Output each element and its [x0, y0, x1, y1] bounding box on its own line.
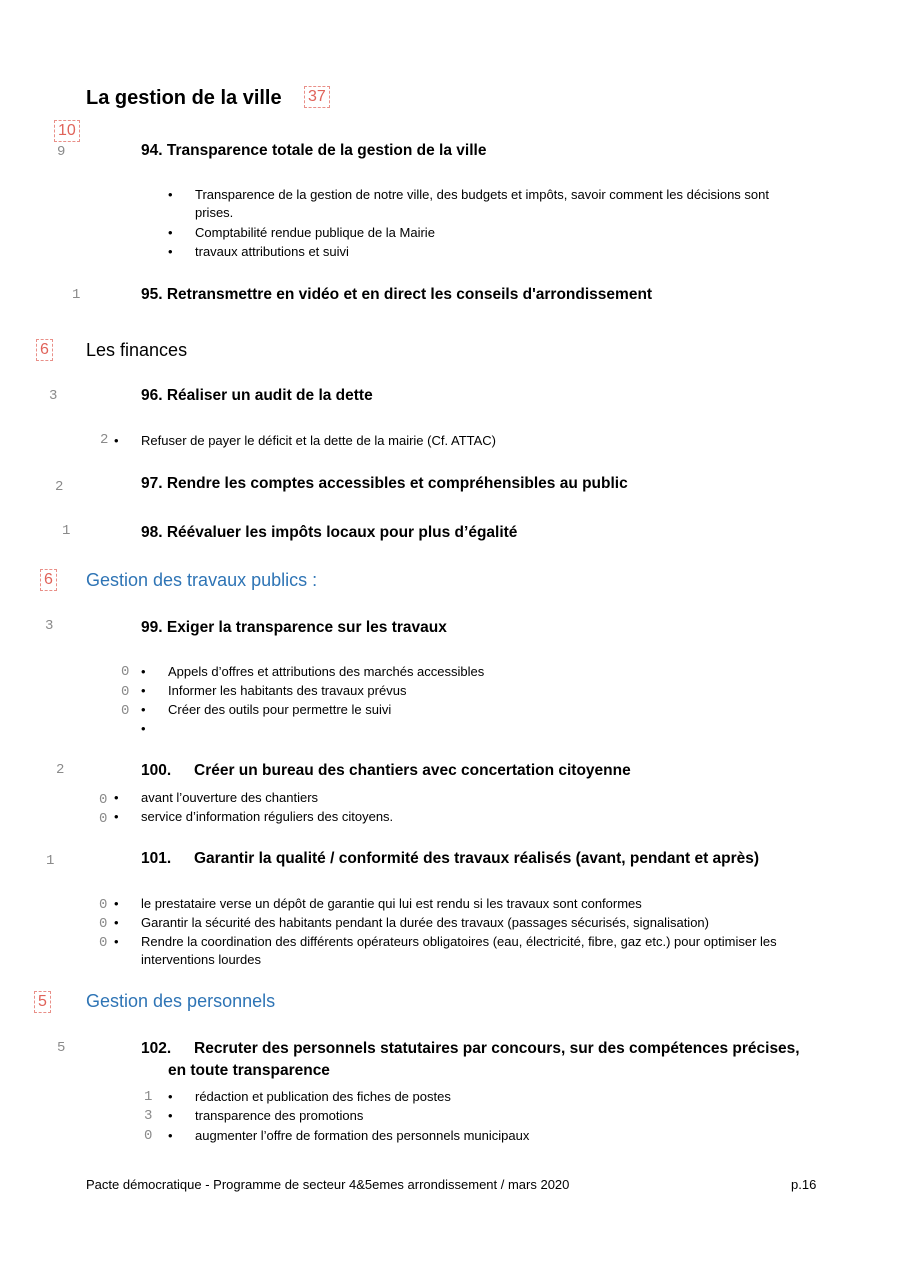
section-title-ville: La gestion de la ville: [86, 87, 282, 109]
bullet-count-99-1: 0: [121, 664, 130, 680]
item-97-heading: 97. Rendre les comptes accessibles et compréhensibles au public: [141, 475, 628, 492]
bullet-100-1: • avant l’ouverture des chantiers: [141, 789, 318, 807]
item-100-number: 100.: [141, 762, 172, 779]
section-count-finances: 6: [36, 339, 53, 361]
item-96-heading: 96. Réaliser un audit de la dette: [141, 387, 373, 404]
bullet-101-3: • Rendre la coordination des différents opérateurs obligatoires (eau, électricité, fibre, gaz etc.) pour optimiser les interventions lourdes: [141, 933, 811, 969]
item-102-heading-line1: Recruter des personnels statutaires par concours, sur des compétences précises,: [194, 1040, 800, 1057]
section-title-travaux: Gestion des travaux publics :: [86, 570, 318, 590]
bullet-count-100-1: 0: [99, 792, 108, 808]
bullet-99-3: • Créer des outils pour permettre le suivi: [168, 701, 391, 719]
item-94-heading: 94. Transparence totale de la gestion de la ville: [141, 142, 487, 159]
bullet-101-2: • Garantir la sécurité des habitants pendant la durée des travaux (passages sécurisés, signalisation): [141, 914, 709, 932]
bullet-count-102-1: 1: [144, 1089, 153, 1105]
item-count-98: 1: [62, 523, 71, 539]
bullet-94-3: • travaux attributions et suivi: [195, 243, 349, 261]
bullet-96-1: • Refuser de payer le déficit et la dette de la mairie (Cf. ATTAC): [141, 432, 496, 450]
item-102-number: 102.: [141, 1040, 172, 1057]
item-count-95: 1: [72, 287, 81, 303]
bullet-101-1: • le prestataire verse un dépôt de garantie qui lui est rendu si les travaux sont conformes: [141, 895, 642, 913]
bullet-102-1: • rédaction et publication des fiches de postes: [195, 1088, 451, 1106]
bullet-count-96: 2: [100, 432, 109, 448]
item-count-99: 3: [45, 618, 54, 634]
footer-text: Pacte démocratique - Programme de secteur 4&5emes arrondissement / mars 2020: [86, 1177, 570, 1192]
item-102-heading-line2: en toute transparence: [168, 1062, 330, 1079]
item-count-96: 3: [49, 388, 58, 404]
bullet-count-101-3: 0: [99, 935, 108, 951]
section-title-finances: Les finances: [86, 340, 188, 360]
section-title-personnels: Gestion des personnels: [86, 991, 276, 1011]
item-100-heading: Créer un bureau des chantiers avec concertation citoyenne: [194, 762, 631, 779]
item-count-101: 1: [46, 853, 55, 869]
bullet-99-1: • Appels d’offres et attributions des marchés accessibles: [168, 663, 484, 681]
bullet-94-2: • Comptabilité rendue publique de la Mairie: [195, 224, 435, 242]
section-count-travaux: 6: [40, 569, 57, 591]
item-98-heading: 98. Réévaluer les impôts locaux pour plus d’égalité: [141, 524, 518, 541]
item-101-number: 101.: [141, 850, 172, 867]
item-count-100: 2: [56, 762, 65, 778]
page-number: p.16: [791, 1177, 817, 1192]
bullet-count-99-2: 0: [121, 684, 130, 700]
bullet-count-102-2: 3: [144, 1108, 153, 1124]
bullet-count-101-1: 0: [99, 897, 108, 913]
section-count-personnels: 5: [34, 991, 51, 1013]
bullet-99-2: • Informer les habitants des travaux prévus: [168, 682, 406, 700]
bullet-94-1: • Transparence de la gestion de notre ville, des budgets et impôts, savoir comment les décisions sont prises.: [195, 186, 810, 222]
section-count-ville: 37: [304, 86, 330, 108]
bullet-102-2: • transparence des promotions: [195, 1107, 363, 1125]
item-99-heading: 99. Exiger la transparence sur les travaux: [141, 619, 447, 636]
item-101-heading: Garantir la qualité / conformité des travaux réalisés (avant, pendant et après): [194, 850, 760, 867]
bullet-102-3: • augmenter l’offre de formation des personnels municipaux: [195, 1127, 529, 1145]
bullet-count-99-3: 0: [121, 703, 130, 719]
item-95-heading: 95. Retransmettre en vidéo et en direct les conseils d'arrondissement: [141, 286, 653, 303]
item-count-box-94: 10: [54, 120, 80, 142]
item-count-97: 2: [55, 479, 64, 495]
bullet-count-102-3: 0: [144, 1128, 153, 1144]
item-count-94: 9: [57, 144, 66, 160]
bullet-count-100-2: 0: [99, 811, 108, 827]
bullet-100-2: • service d’information réguliers des citoyens.: [141, 808, 393, 826]
item-count-102: 5: [57, 1040, 66, 1056]
bullet-count-101-2: 0: [99, 916, 108, 932]
